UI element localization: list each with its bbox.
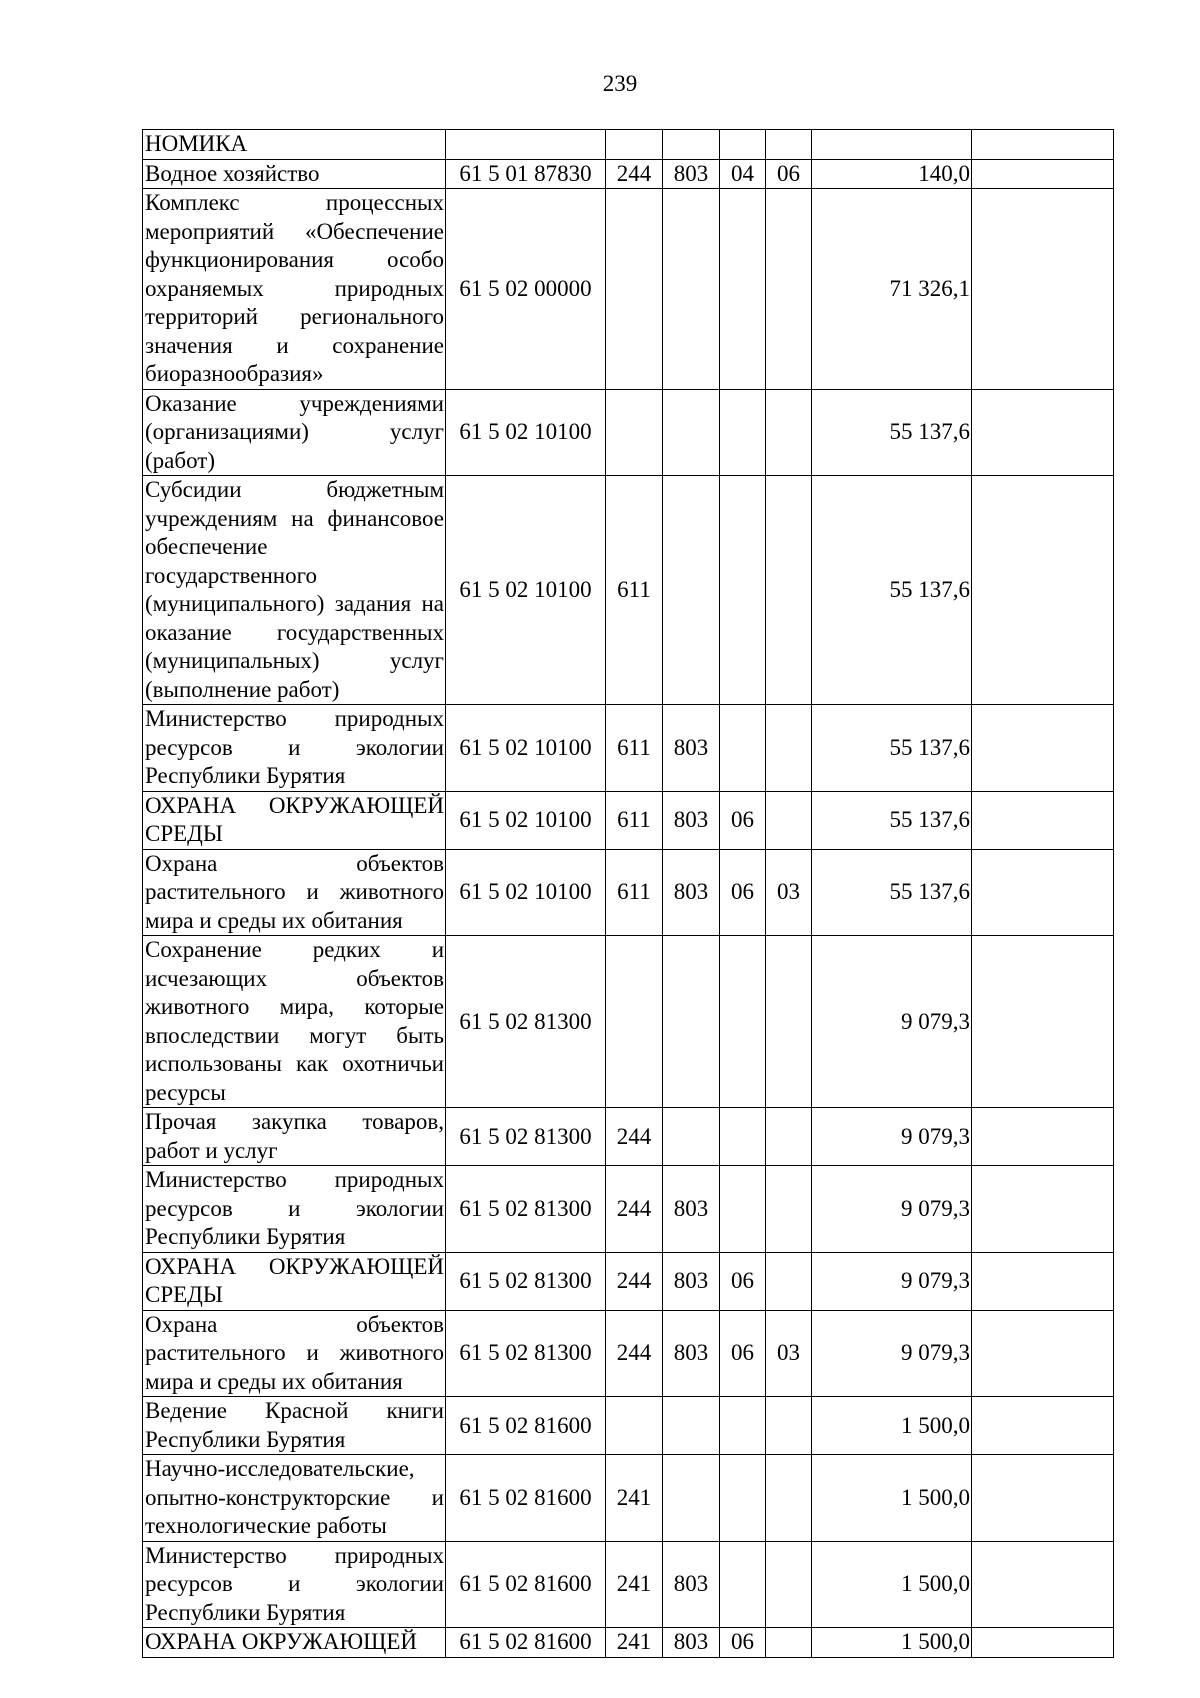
table-row <box>143 1455 1114 1542</box>
extra-column <box>972 791 1114 849</box>
extra-column <box>972 1628 1114 1658</box>
table-row <box>143 1310 1114 1397</box>
subsection-code <box>766 389 812 476</box>
subsection-code <box>766 476 812 705</box>
row-name: Оказание учреждениями (организациями) услуг (работ) <box>143 389 446 476</box>
expense-type-code <box>606 189 663 390</box>
target-article-code: 61 5 02 81300 <box>446 1310 606 1397</box>
subsection-code <box>766 1455 812 1542</box>
table-row <box>143 936 1114 1108</box>
row-name: Министерство природных ресурсов и экологии Республики Бурятия <box>143 1541 446 1628</box>
ministry-code: 803 <box>663 1252 720 1310</box>
expense-type-code <box>606 1397 663 1455</box>
section-code <box>720 1455 766 1542</box>
amount: 9 079,3 <box>812 936 972 1108</box>
amount: 9 079,3 <box>812 1108 972 1166</box>
subsection-code <box>766 1397 812 1455</box>
row-name: Министерство природных ресурсов и экологии Республики Бурятия <box>143 1166 446 1253</box>
section-code <box>720 476 766 705</box>
row-name: Научно-исследовательские, опытно-конструкторские и технологические работы <box>143 1455 446 1542</box>
extra-column <box>972 1455 1114 1542</box>
target-article-code: 61 5 02 10100 <box>446 705 606 792</box>
section-code <box>720 1397 766 1455</box>
expense-type-code: 241 <box>606 1541 663 1628</box>
subsection-code <box>766 705 812 792</box>
row-name: НОМИКА <box>143 130 446 160</box>
expense-type-code <box>606 389 663 476</box>
target-article-code: 61 5 02 81600 <box>446 1455 606 1542</box>
target-article-code: 61 5 02 81300 <box>446 936 606 1108</box>
section-code <box>720 1108 766 1166</box>
expense-type-code: 611 <box>606 476 663 705</box>
section-code: 06 <box>720 1628 766 1658</box>
extra-column <box>972 159 1114 189</box>
extra-column <box>972 1310 1114 1397</box>
table-row <box>143 791 1114 849</box>
expense-type-code: 611 <box>606 791 663 849</box>
amount: 1 500,0 <box>812 1541 972 1628</box>
row-name: Охрана объектов растительного и животного мира и среды их обитания <box>143 849 446 936</box>
expense-type-code: 244 <box>606 1166 663 1253</box>
table-row <box>143 130 1114 160</box>
row-name: Ведение Красной книги Республики Бурятия <box>143 1397 446 1455</box>
amount: 9 079,3 <box>812 1166 972 1253</box>
expense-type-code: 611 <box>606 705 663 792</box>
ministry-code: 803 <box>663 1166 720 1253</box>
section-code: 04 <box>720 159 766 189</box>
ministry-code: 803 <box>663 159 720 189</box>
target-article-code: 61 5 02 10100 <box>446 389 606 476</box>
subsection-code <box>766 791 812 849</box>
row-name: ОХРАНА ОКРУЖАЮЩЕЙ СРЕДЫ <box>143 1252 446 1310</box>
amount: 1 500,0 <box>812 1455 972 1542</box>
extra-column <box>972 1166 1114 1253</box>
section-code <box>720 1541 766 1628</box>
target-article-code: 61 5 02 10100 <box>446 476 606 705</box>
amount: 71 326,1 <box>812 189 972 390</box>
table-row <box>143 476 1114 705</box>
expense-type-code: 611 <box>606 849 663 936</box>
amount: 1 500,0 <box>812 1628 972 1658</box>
expense-type-code: 244 <box>606 1310 663 1397</box>
subsection-code: 06 <box>766 159 812 189</box>
ministry-code <box>663 130 720 160</box>
extra-column <box>972 1252 1114 1310</box>
extra-column <box>972 389 1114 476</box>
ministry-code <box>663 189 720 390</box>
row-name: Министерство природных ресурсов и экологии Республики Бурятия <box>143 705 446 792</box>
subsection-code <box>766 936 812 1108</box>
row-name: ОХРАНА ОКРУЖАЮЩЕЙ <box>143 1628 446 1658</box>
target-article-code: 61 5 02 10100 <box>446 849 606 936</box>
subsection-code <box>766 1541 812 1628</box>
section-code <box>720 936 766 1108</box>
row-name: Охрана объектов растительного и животного мира и среды их обитания <box>143 1310 446 1397</box>
budget-table <box>142 129 1114 1658</box>
amount: 55 137,6 <box>812 389 972 476</box>
amount: 55 137,6 <box>812 849 972 936</box>
section-code <box>720 705 766 792</box>
table-row <box>143 1108 1114 1166</box>
extra-column <box>972 705 1114 792</box>
subsection-code <box>766 1166 812 1253</box>
extra-column <box>972 476 1114 705</box>
expense-type-code <box>606 936 663 1108</box>
section-code: 06 <box>720 1310 766 1397</box>
subsection-code <box>766 189 812 390</box>
target-article-code: 61 5 02 81600 <box>446 1541 606 1628</box>
target-article-code: 61 5 02 00000 <box>446 189 606 390</box>
subsection-code <box>766 1108 812 1166</box>
row-name: Водное хозяйство <box>143 159 446 189</box>
amount: 55 137,6 <box>812 791 972 849</box>
table-row <box>143 705 1114 792</box>
expense-type-code: 244 <box>606 1108 663 1166</box>
ministry-code: 803 <box>663 791 720 849</box>
target-article-code: 61 5 02 81300 <box>446 1252 606 1310</box>
target-article-code <box>446 130 606 160</box>
section-code: 06 <box>720 849 766 936</box>
table-row <box>143 1541 1114 1628</box>
expense-type-code: 244 <box>606 159 663 189</box>
ministry-code <box>663 476 720 705</box>
target-article-code: 61 5 01 87830 <box>446 159 606 189</box>
target-article-code: 61 5 02 81600 <box>446 1628 606 1658</box>
row-name: Прочая закупка товаров, работ и услуг <box>143 1108 446 1166</box>
amount: 1 500,0 <box>812 1397 972 1455</box>
expense-type-code: 244 <box>606 1252 663 1310</box>
expense-type-code <box>606 130 663 160</box>
extra-column <box>972 936 1114 1108</box>
target-article-code: 61 5 02 10100 <box>446 791 606 849</box>
subsection-code: 03 <box>766 849 812 936</box>
subsection-code <box>766 1628 812 1658</box>
subsection-code <box>766 1252 812 1310</box>
target-article-code: 61 5 02 81300 <box>446 1166 606 1253</box>
ministry-code: 803 <box>663 1310 720 1397</box>
table-row <box>143 1397 1114 1455</box>
row-name: ОХРАНА ОКРУЖАЮЩЕЙ СРЕДЫ <box>143 791 446 849</box>
ministry-code <box>663 1455 720 1542</box>
expense-type-code: 241 <box>606 1628 663 1658</box>
amount: 140,0 <box>812 159 972 189</box>
ministry-code: 803 <box>663 705 720 792</box>
row-name: Субсидии бюджетным учреждениям на финансовое обеспечение государственного (муниципального) задания на оказание государственных (муниципальных) услуг (выполнение работ) <box>143 476 446 705</box>
table-row <box>143 1628 1114 1658</box>
extra-column <box>972 130 1114 160</box>
table-row <box>143 159 1114 189</box>
subsection-code: 03 <box>766 1310 812 1397</box>
section-code <box>720 1166 766 1253</box>
ministry-code: 803 <box>663 1628 720 1658</box>
ministry-code <box>663 1108 720 1166</box>
extra-column <box>972 1108 1114 1166</box>
extra-column <box>972 849 1114 936</box>
amount: 55 137,6 <box>812 476 972 705</box>
section-code <box>720 130 766 160</box>
section-code: 06 <box>720 1252 766 1310</box>
target-article-code: 61 5 02 81600 <box>446 1397 606 1455</box>
amount <box>812 130 972 160</box>
target-article-code: 61 5 02 81300 <box>446 1108 606 1166</box>
ministry-code <box>663 389 720 476</box>
ministry-code <box>663 936 720 1108</box>
section-code: 06 <box>720 791 766 849</box>
subsection-code <box>766 130 812 160</box>
section-code <box>720 389 766 476</box>
extra-column <box>972 1541 1114 1628</box>
amount: 9 079,3 <box>812 1310 972 1397</box>
table-row <box>143 389 1114 476</box>
amount: 55 137,6 <box>812 705 972 792</box>
row-name: Комплекс процессных мероприятий «Обеспечение функционирования особо охраняемых природных территорий регионального значения и сохранение биоразнообразия» <box>143 189 446 390</box>
extra-column <box>972 189 1114 390</box>
ministry-code: 803 <box>663 849 720 936</box>
section-code <box>720 189 766 390</box>
ministry-code: 803 <box>663 1541 720 1628</box>
table-row <box>143 1252 1114 1310</box>
extra-column <box>972 1397 1114 1455</box>
amount: 9 079,3 <box>812 1252 972 1310</box>
row-name: Сохранение редких и исчезающих объектов животного мира, которые впоследствии могут быть использованы как охотничьи ресурсы <box>143 936 446 1108</box>
table-row <box>143 849 1114 936</box>
expense-type-code: 241 <box>606 1455 663 1542</box>
ministry-code <box>663 1397 720 1455</box>
table-row <box>143 1166 1114 1253</box>
page-number: 239 <box>602 71 638 96</box>
table-row <box>143 189 1114 390</box>
